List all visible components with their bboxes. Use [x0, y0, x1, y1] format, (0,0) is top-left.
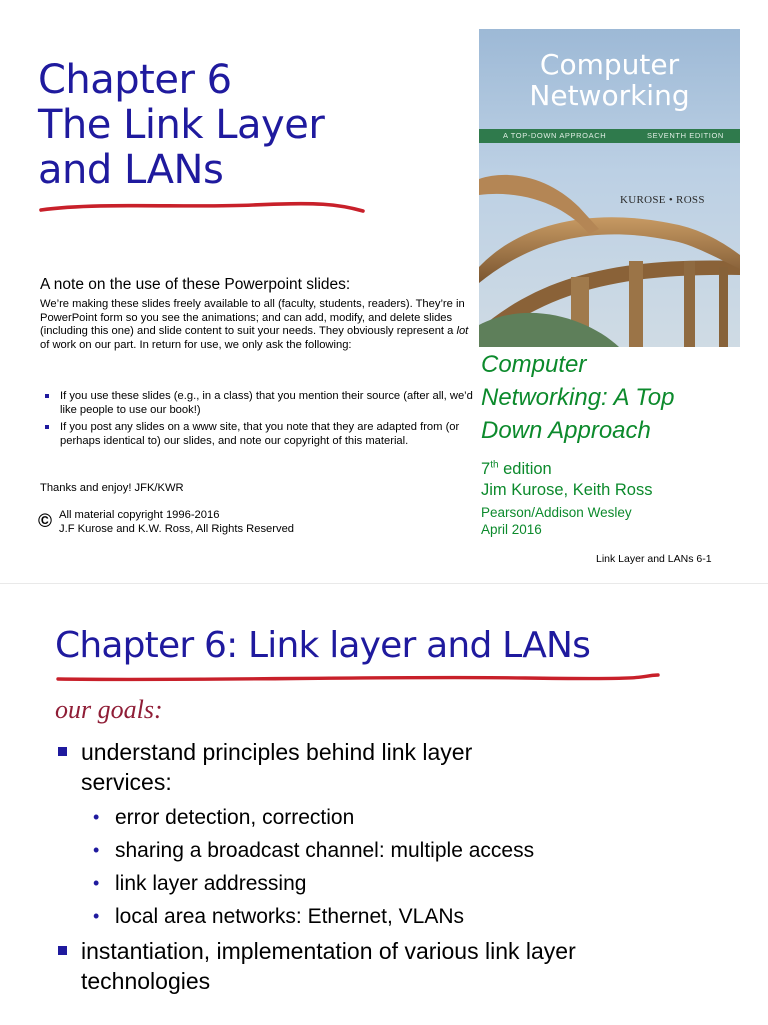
book-cover-title-line: Networking — [529, 79, 690, 112]
slide-2 — [0, 583, 768, 1025]
sub-goal-item — [81, 834, 755, 867]
goal-item — [55, 737, 755, 933]
goals-heading: our goals: — [55, 695, 163, 724]
slide-title: Chapter 6: Link layer and LANs — [55, 625, 591, 666]
publisher-info — [481, 504, 632, 538]
chapter-title-line: The Link Layer — [38, 102, 325, 148]
note-heading: A note on the use of these Powerpoint slides: — [40, 276, 351, 293]
sub-goal-text: sharing a broadcast channel: multiple access — [115, 839, 535, 862]
copyright-notice — [59, 508, 294, 536]
sub-goal-text: local area networks: Ethernet, VLANs — [115, 905, 465, 928]
edition-word: edition — [498, 460, 552, 478]
book-cover-image — [479, 29, 740, 347]
copyright-icon: © — [38, 511, 52, 532]
title-underline — [55, 670, 665, 688]
note-text: of work on our part. In return for use, we only ask the following: — [40, 338, 352, 351]
book-cover-title-line: Computer — [539, 48, 680, 81]
book-cover-edition: SEVENTH EDITION — [647, 131, 724, 140]
sub-goal-text: link layer addressing — [115, 872, 307, 895]
chapter-title-line: Chapter 6 — [38, 57, 232, 103]
slide-footer: Link Layer and LANs 6-1 — [596, 553, 712, 565]
publication-date: April 2016 — [481, 522, 542, 537]
note-emphasis: lot — [456, 325, 469, 338]
book-authors: Jim Kurose, Keith Ross — [481, 481, 653, 499]
copyright-line: All material copyright 1996-2016 — [59, 509, 220, 521]
note-text: We’re making these slides freely available to all (faculty, students, readers). They’re in PowerPoint form so you see the animations; and can add, modify, and delete slides (including this one) and slide content to suit your needs. They obviously represent a — [40, 298, 465, 338]
publisher-name: Pearson/Addison Wesley — [481, 505, 632, 520]
goal-sub-list — [81, 801, 755, 933]
thanks-text: Thanks and enjoy! JFK/KWR — [40, 482, 184, 494]
sub-goal-text: error detection, correction — [115, 806, 355, 829]
goals-list — [55, 737, 755, 999]
edition-text — [481, 458, 552, 480]
sub-goal-item — [81, 867, 755, 900]
book-cover-subtitle: A TOP-DOWN APPROACH — [503, 131, 607, 140]
note-bullet: If you use these slides (e.g., in a class) that you mention their source (after all, we’d like people to use our book!) — [40, 390, 480, 417]
book-cover-authors: KUROSE • ROSS — [620, 194, 705, 206]
book-cover-title — [479, 49, 740, 111]
sub-goal-item — [81, 900, 755, 933]
edition-number: 7 — [481, 460, 491, 478]
edition-suffix: th — [490, 459, 499, 471]
book-title-line: Computer — [481, 351, 587, 378]
copyright-line: J.F Kurose and K.W. Ross, All Rights Reserved — [59, 523, 295, 535]
sub-goal-item — [81, 801, 755, 834]
title-underline — [38, 196, 368, 218]
square-bullet-icon — [58, 747, 67, 756]
goal-text: understand principles behind link layer services: — [81, 739, 473, 795]
chapter-title — [38, 58, 324, 193]
round-bullet-icon: • — [93, 807, 100, 827]
note-paragraph — [40, 298, 480, 352]
square-bullet-icon — [58, 946, 67, 955]
round-bullet-icon: • — [93, 840, 100, 860]
round-bullet-icon: • — [93, 906, 100, 926]
book-title-line: Down Approach — [481, 417, 651, 444]
goal-text: instantiation, implementation of various link layer technologies — [81, 938, 576, 994]
note-bullet: If you post any slides on a www site, that you note that they are adapted from (or perhaps identical to) our slides, and note our copyright of this material. — [40, 421, 480, 448]
goal-item — [55, 936, 755, 996]
book-title — [481, 348, 674, 447]
book-cover-band — [479, 129, 740, 143]
book-title-line: Networking: A Top — [481, 384, 675, 411]
chapter-title-line: and LANs — [38, 147, 224, 193]
note-bullet-list — [40, 390, 480, 452]
round-bullet-icon: • — [93, 873, 100, 893]
